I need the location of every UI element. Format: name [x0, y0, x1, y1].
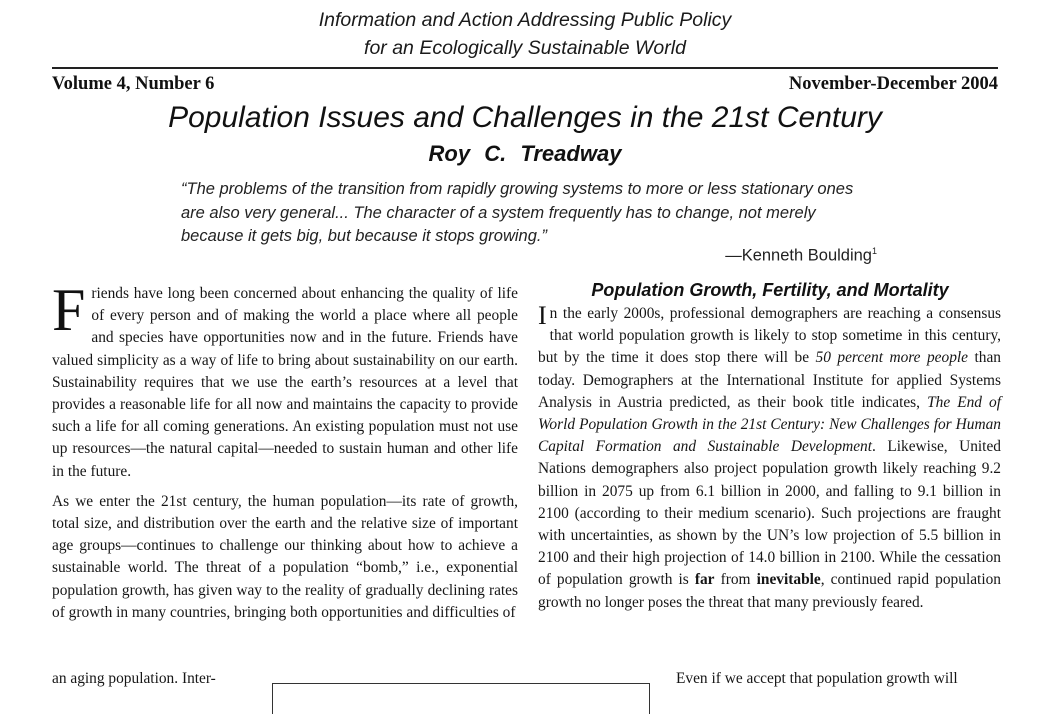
- masthead-tagline-line-2: for an Ecologically Sustainable World: [364, 37, 686, 59]
- left-column: [52, 277, 518, 624]
- volume-number: Volume 4, Number 6: [52, 74, 215, 94]
- attribution-name: —Kenneth Boulding: [725, 246, 872, 265]
- left-paragraph-2: As we enter the 21st century, the human population—its rate of growth, total size, and distribution over the earth and the relative size of important age groups—continues to challenge our thinking about how to achieve a sustainable world. The threat of a population “bomb,” i.e., exponential population growth, has given way to the reality of gradually declining rates of growth in many countries, bringing both opportunities and difficulties of: [52, 492, 518, 621]
- right-paragraph-text-c: . Likewise, United Nations demographers also project population growth likely reaching 9.2 billion in 2075 up from 6.1 billion in 2000, and falling to 9.1 billion in 2100 (according to their medium scenario). Such projections are fraught with uncertainties, as shown by the UN’s low projection of 5.5 billion in 2100 and their high projection of 14.0 billion in 2100. While the cessation of population growth is: [538, 438, 1001, 589]
- right-paragraph-text-a: n the early 2000s, professional demographers are reaching a consensus that world population growth is likely to stop sometime in this century, but by the time it does stop there will be: [538, 305, 1001, 367]
- footnote-marker: 1: [871, 246, 877, 256]
- section-heading: Population Growth, Fertility, and Mortality: [591, 280, 949, 300]
- right-paragraph-text-b: than today. Demographers at the International Institute for applied Systems Analysis in Austria predicted, as their book title indicates,: [538, 349, 1001, 411]
- bold-inevitable: inevitable: [756, 571, 821, 589]
- masthead-rule: [52, 67, 998, 69]
- article-author: Roy C. Treadway: [428, 141, 622, 166]
- article-title: Population Issues and Challenges in the 21st Century: [168, 101, 882, 134]
- bold-far: far: [694, 571, 715, 589]
- left-column-last-line: an aging population. Inter-: [52, 670, 216, 687]
- right-column-last-line: Even if we accept that population growth will: [676, 670, 958, 687]
- epigraph-attribution: [725, 246, 877, 266]
- issue-date: November-December 2004: [788, 74, 998, 94]
- right-paragraph-text-d: from: [714, 571, 757, 589]
- drop-cap-i: I: [538, 301, 547, 330]
- epigraph-quote: “The problems of the transition from rapidly growing systems to more or less stationary ones are also very general... The character of a system frequently has to change, not merely because it gets big, but because it stops growing.”: [181, 180, 854, 245]
- masthead-tagline-line-1: Information and Action Addressing Public Policy: [318, 9, 732, 31]
- right-column: [538, 303, 1001, 614]
- drop-cap-f: F: [52, 277, 86, 343]
- sidebar-box-frame: [272, 683, 650, 714]
- right-paragraph-1: [538, 303, 1001, 614]
- book-title: The End of World Population Growth in the 21st Century: New Challenges for Human Capital Formation and Sustainable Development: [538, 393, 1001, 456]
- left-paragraph-1-text: riends have long been concerned about enhancing the quality of life of every person and of making the world a place where all people and species have opportunities now and in the future. Friends have valued simplicity as a way of life to bring about sustainability on our earth. Sustainability requires that we use the earth’s resources at a level that provides a reasonable life for all now and maintains the capacity to provide such a life for all coming generations. An existing population must not use up resources—the natural capital—needed to sustain human and other life in the future.: [52, 285, 518, 480]
- right-paragraph-text-e: , continued rapid population growth no longer poses the threat that many previously feared.: [538, 571, 1001, 611]
- emphasis-50-percent: 50 percent more people: [815, 349, 969, 367]
- left-paragraph-1: [52, 277, 518, 483]
